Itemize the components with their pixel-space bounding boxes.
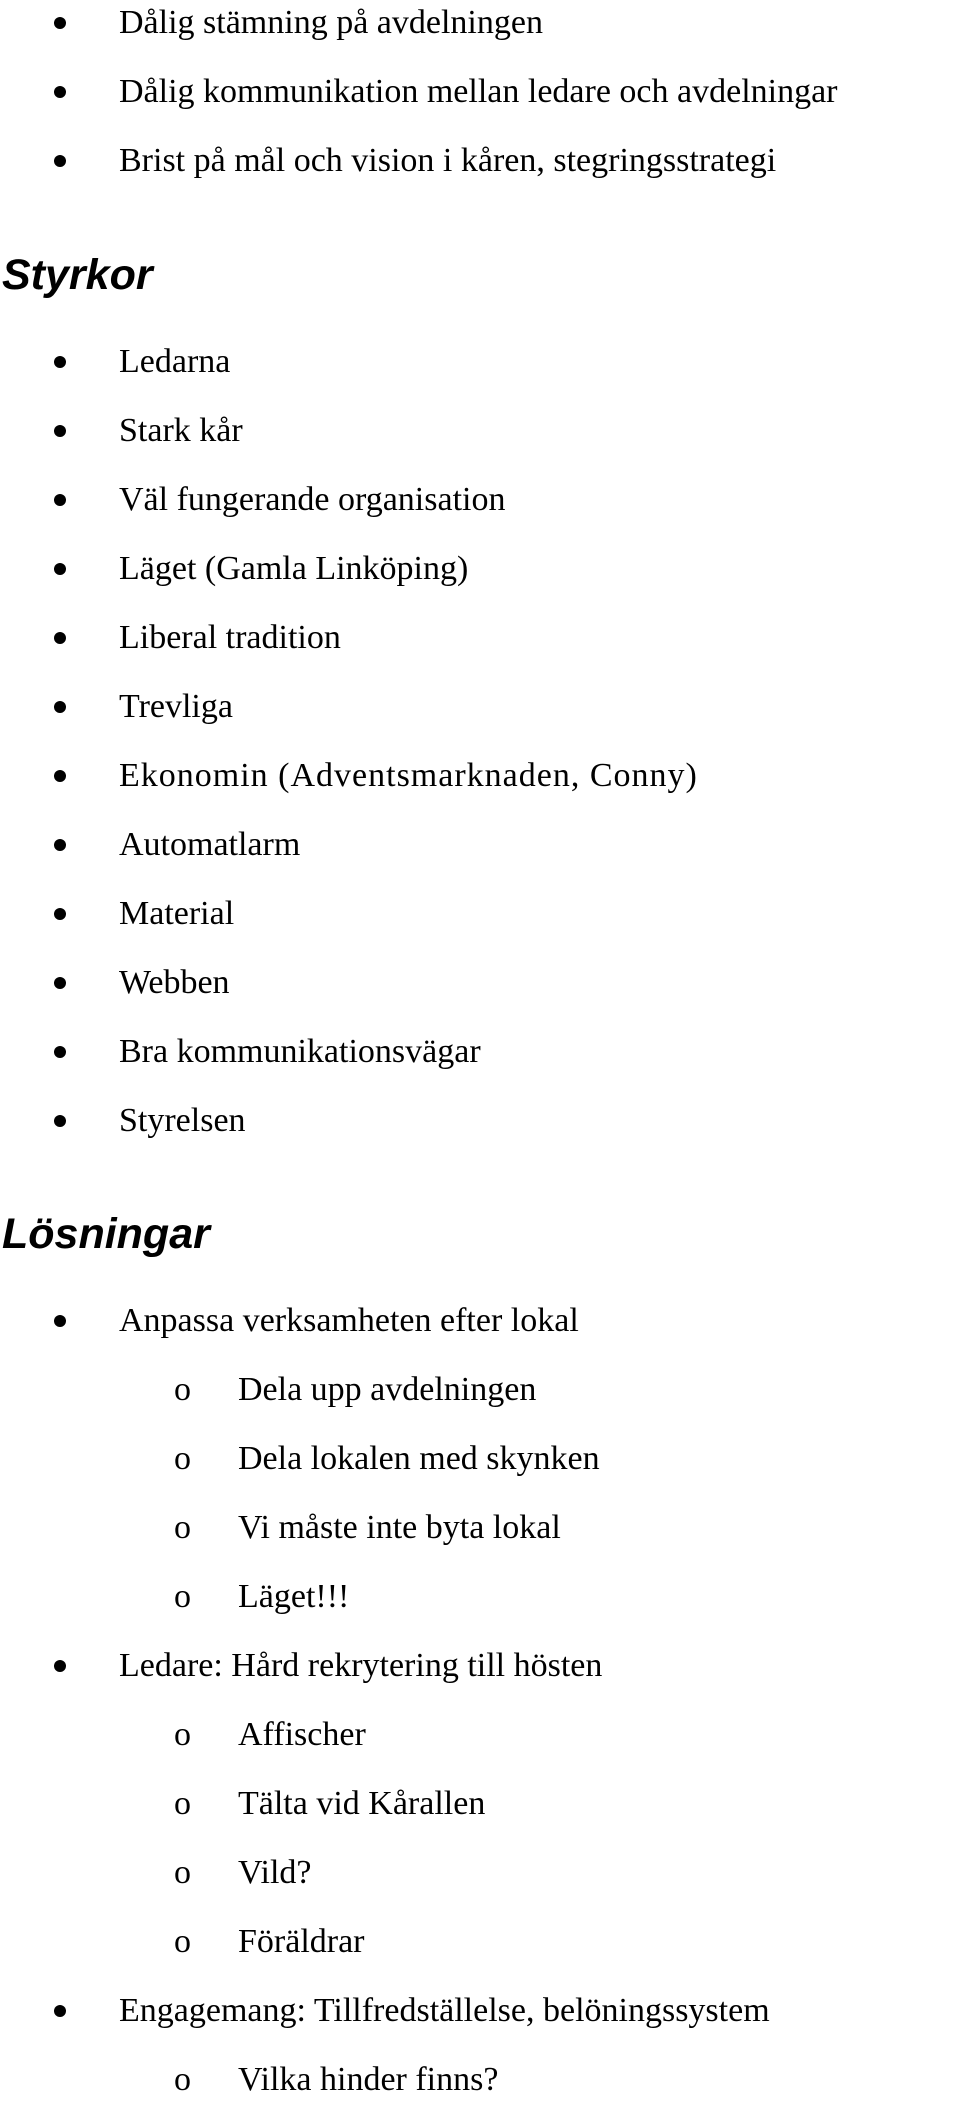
list-item-text: Webben [119,964,230,1001]
sub-bullet-marker: o [174,1371,191,1408]
bullet-icon [54,356,66,368]
bullet-icon [54,908,66,920]
list-item-text: Dålig kommunikation mellan ledare och avdelningar [119,73,838,110]
bullet-icon [54,701,66,713]
bullet-icon [54,1315,66,1327]
bullet-icon [54,1115,66,1127]
bullet-icon [54,2005,66,2017]
list-item-text: Engagemang: Tillfredställelse, belöningssystem [119,1992,770,2029]
bullet-icon [54,425,66,437]
list-item-text: Ekonomin (Adventsmarknaden, Conny) [119,757,698,794]
sub-list-item-text: Läget!!! [238,1578,350,1615]
sub-list-item-text: Vilka hinder finns? [238,2061,499,2098]
sub-bullet-marker: o [174,1440,191,1477]
sub-list-item-text: Föräldrar [238,1923,365,1960]
list-item-text: Trevliga [119,688,233,725]
sub-list-item-text: Dela upp avdelningen [238,1371,537,1408]
sub-bullet-marker: o [174,1923,191,1960]
list-item-text: Läget (Gamla Linköping) [119,550,469,587]
bullet-icon [54,1046,66,1058]
list-item-text: Stark kår [119,412,243,449]
list-item-text: Anpassa verksamheten efter lokal [119,1302,579,1339]
sub-list-item-text: Vild? [238,1854,312,1891]
bullet-icon [54,86,66,98]
list-item-text: Brist på mål och vision i kåren, stegringsstrategi [119,142,777,179]
sub-list-item-text: Vi måste inte byta lokal [238,1509,561,1546]
sub-list-item-text: Tälta vid Kårallen [238,1785,486,1822]
sub-bullet-marker: o [174,1716,191,1753]
sub-bullet-marker: o [174,2061,191,2098]
bullet-icon [54,1660,66,1672]
bullet-icon [54,563,66,575]
sub-list-item-text: Affischer [238,1716,366,1753]
bullet-icon [54,17,66,29]
sub-bullet-marker: o [174,1509,191,1546]
list-item-text: Styrelsen [119,1102,246,1139]
bullet-icon [54,977,66,989]
list-item-text: Väl fungerande organisation [119,481,506,518]
sub-bullet-marker: o [174,1578,191,1615]
list-item-text: Ledare: Hård rekrytering till hösten [119,1647,603,1684]
list-item-text: Material [119,895,235,932]
section-heading-losningar: Lösningar [2,1209,210,1258]
list-item-text: Automatlarm [119,826,301,863]
sub-bullet-marker: o [174,1854,191,1891]
bullet-icon [54,770,66,782]
bullet-icon [54,839,66,851]
section-heading-styrkor: Styrkor [2,250,153,299]
list-item-text: Liberal tradition [119,619,341,656]
bullet-icon [54,494,66,506]
list-item-text: Bra kommunikationsvägar [119,1033,481,1070]
sub-bullet-marker: o [174,1785,191,1822]
sub-list-item-text: Dela lokalen med skynken [238,1440,600,1477]
bullet-icon [54,155,66,167]
list-item-text: Ledarna [119,343,231,380]
list-item-text: Dålig stämning på avdelningen [119,4,543,41]
bullet-icon [54,632,66,644]
